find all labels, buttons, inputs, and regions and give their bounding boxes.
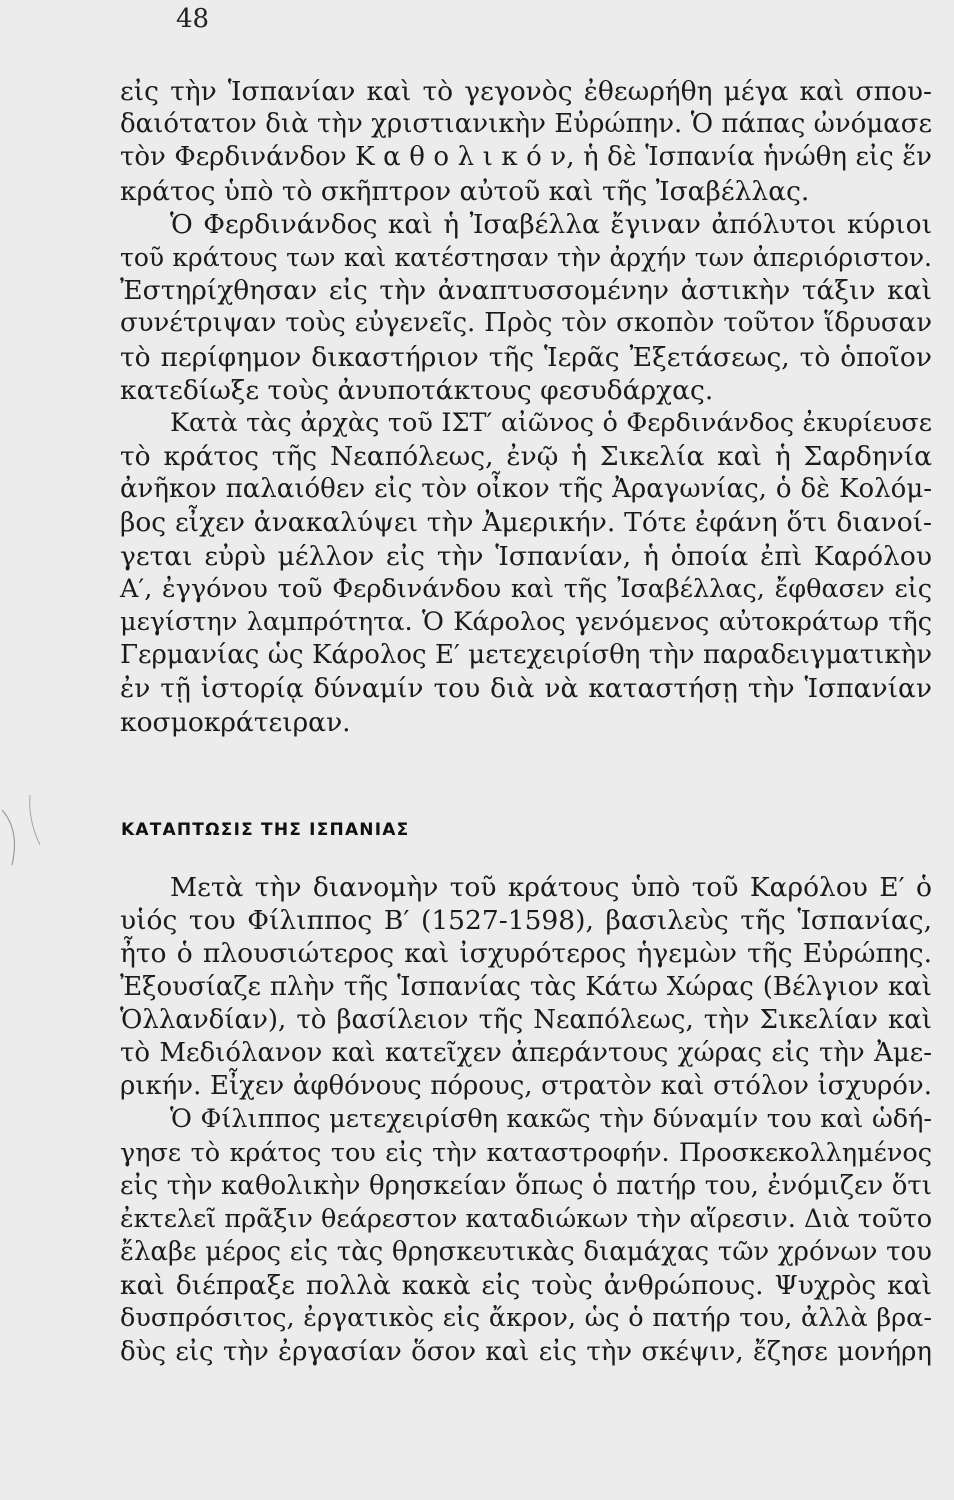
text-line: δαιότατον διὰ τὴν χριστιανικὴν Εὐρώπην. Ὁ πάπας ὠνόμασε	[120, 109, 932, 140]
text-line: γησε τὸ κράτος του εἰς τὴν καταστροφήν. Προσκεκολλημένος	[120, 1137, 932, 1168]
text-line: δὺς εἰς τὴν ἐργασίαν ὅσον καὶ εἰς τὴν σκέψιν, ἔζησε μονήρη	[120, 1336, 932, 1367]
text-line: εἰς τὴν Ἱσπανίαν καὶ τὸ γεγονὸς ἐθεωρήθη μέγα καὶ σπου-	[120, 76, 932, 107]
text-line: ἀνῆκον παλαιόθεν εἰς τὸν οἶκον τῆς Ἀραγωνίας, ὁ δὲ Κολόμ-	[120, 474, 932, 505]
text-line: υἱός του Φίλιππος Β′ (1527-1598), βασιλεὺς τῆς Ἱσπανίας,	[120, 905, 932, 937]
text-line: Α′, ἐγγόνου τοῦ Φερδινάνδου καὶ τῆς Ἰσαβέλλας, ἔφθασεν εἰς	[120, 573, 932, 604]
text-line: ἐν τῇ ἱστορίᾳ δύναμίν του διὰ νὰ καταστήσῃ τὴν Ἱσπανίαν	[120, 673, 932, 705]
page-number: 48	[176, 4, 210, 34]
text-line: τὸ Μεδιόλανον καὶ κατεῖχεν ἀπεράντους χώρας εἰς τὴν Ἀμε-	[120, 1037, 932, 1068]
text-line: βος εἶχεν ἀνακαλύψει τὴν Ἀμερικήν. Τότε ἐφάνη ὅτι διανοί-	[120, 507, 932, 539]
text-line: Μετὰ τὴν διανομὴν τοῦ κράτους ὑπὸ τοῦ Καρόλου Ε′ ὁ	[170, 872, 932, 903]
margin-scratch-marks	[0, 790, 60, 870]
text-line: κράτος ὑπὸ τὸ σκῆπτρον αὐτοῦ καὶ τῆς Ἰσαβέλλας.	[120, 175, 810, 207]
text-line: ρικήν. Εἶχεν ἀφθόνους πόρους, στρατὸν καὶ στόλον ἰσχυρόν.	[120, 1071, 932, 1102]
text-line: συνέτριψαν τοὺς εὐγενεῖς. Πρὸς τὸν σκοπὸν τοῦτον ἵδρυσαν	[120, 308, 932, 339]
text-line: ἦτο ὁ πλουσιώτερος καὶ ἰσχυρότερος ἡγεμὼν τῆς Εὐρώπης.	[120, 938, 932, 970]
text-line: ἐκτελεῖ πρᾶξιν θεάρεστον καταδιώκων τὴν αἵρεσιν. Διὰ τοῦτο	[120, 1203, 933, 1234]
text-line: Γερμανίας ὡς Κάρολος Ε′ μετεχειρίσθη τὴν παραδειγματικὴν	[120, 640, 932, 671]
text-line: τὸ κράτος τῆς Νεαπόλεως, ἐνῷ ἡ Σικελία καὶ ἡ Σαρδηνία	[120, 441, 932, 473]
text-line: κοσμοκράτειραν.	[120, 706, 351, 738]
text-line: δυσπρόσιτος, ἐργατικὸς εἰς ἄκρον, ὡς ὁ πατήρ του, ἀλλὰ βρα-	[120, 1303, 932, 1334]
text-line: μεγίστην λαμπρότητα. Ὁ Κάρολος γενόμενος αὐτοκράτωρ τῆς	[120, 607, 932, 637]
text-line: Ὁ Φερδινάνδος καὶ ἡ Ἰσαβέλλα ἔγιναν ἀπόλυτοι κύριοι	[170, 208, 932, 240]
text-line: Κατὰ τὰς ἀρχὰς τοῦ ΙΣΤ′ αἰῶνος ὁ Φερδινάνδος ἐκυρίευσε	[170, 407, 932, 438]
text-line: ἔλαβε μέρος εἰς τὰς θρησκευτικὰς διαμάχας τῶν χρόνων του	[120, 1237, 932, 1268]
text-line: εἰς τὴν καθολικὴν θρησκείαν ὅπως ὁ πατήρ του, ἐνόμιζεν ὅτι	[120, 1170, 932, 1201]
text-line: κατεδίωξε τοὺς ἀνυποτάκτους φεσυδάρχας.	[120, 374, 714, 406]
text-line: Ὁ Φίλιππος μετεχειρίσθη κακῶς τὴν δύναμίν του καὶ ὡδή-	[170, 1104, 932, 1135]
text-line: τὸ περίφημον δικαστήριον τῆς Ἱερᾶς Ἐξετάσεως, τὸ ὁποῖον	[120, 341, 932, 373]
section-heading: ΚΑΤΑΠΤΩΣΙΣ ΤΗΣ ΙΣΠΑΝΙΑΣ	[121, 820, 410, 840]
paragraphs-section-2	[120, 871, 932, 1369]
text-line: Ἐστηρίχθησαν εἰς τὴν ἀναπτυσσομένην ἀστικὴν τάξιν καὶ	[120, 275, 932, 307]
text-line: καὶ διέπραξε πολλὰ κακὰ εἰς τοὺς ἀνθρώπους. Ψυχρὸς καὶ	[120, 1270, 932, 1302]
text-line: τὸν Φερδινάνδον Κ α θ ο λ ι κ ό ν, ἡ δὲ Ἱσπανία ἡνώθη εἰς ἕν	[120, 142, 932, 173]
text-line: Ἐξουσίαζε πλὴν τῆς Ἱσπανίας τὰς Κάτω Χώρας (Βέλγιον καὶ	[120, 971, 932, 1002]
text-line: Ὁλλανδίαν), τὸ βασίλειον τῆς Νεαπόλεως, τὴν Σικελίαν καὶ	[120, 1004, 932, 1035]
text-line: γεται εὐρὺ μέλλον εἰς τὴν Ἱσπανίαν, ἡ ὁποία ἐπὶ Καρόλου	[120, 540, 932, 572]
text-line: τοῦ κράτους των καὶ κατέστησαν τὴν ἀρχήν των ἀπεριόριστον.	[120, 242, 932, 272]
paragraphs-section-1	[120, 75, 932, 739]
